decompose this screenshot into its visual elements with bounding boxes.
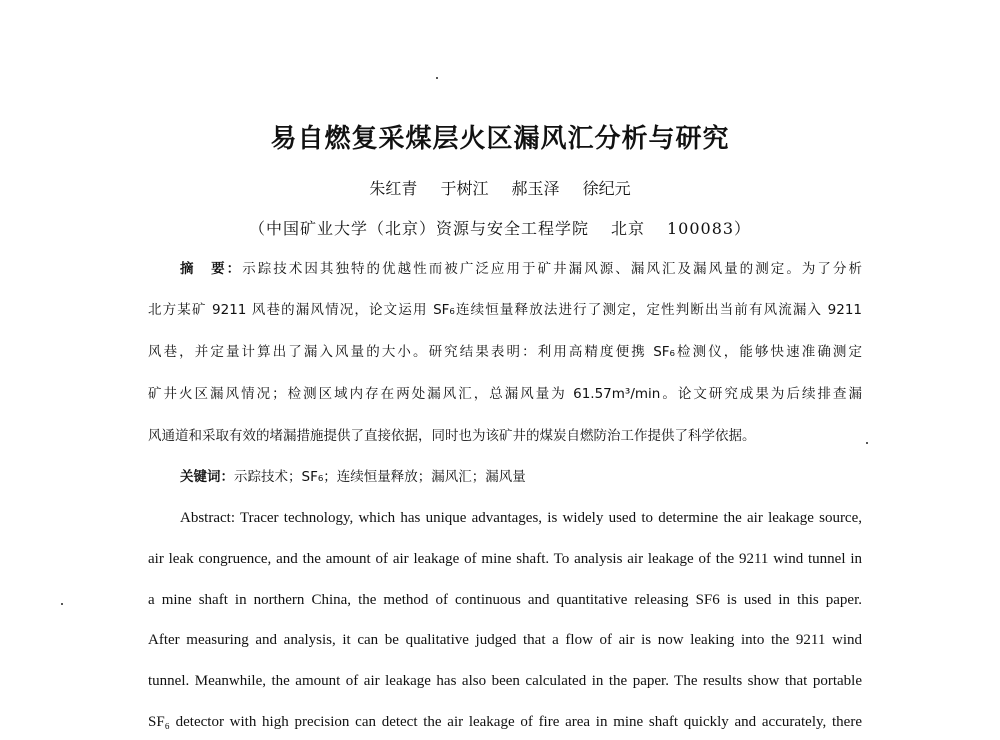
author-name: 朱红青 <box>369 179 418 198</box>
abstract-en-line: a mine shaft in northern China, the method of continuous and quantitative releasing SF6 is used in this paper. <box>148 592 862 608</box>
keywords-label: 关键词： <box>180 469 234 485</box>
abstract-cn-line: 风通道和采取有效的堵漏措施提供了直接依据，同时也为该矿井的煤炭自燃防治工作提供了科学依据。 <box>148 428 756 444</box>
paper-title: 易自燃复采煤层火区漏风汇分析与研究 <box>270 124 730 154</box>
author-name: 于树江 <box>440 179 489 198</box>
abstract-en-line: air leak congruence, and the amount of air leakage of mine shaft. To analysis air leakage of the 9211 wind tunnel in <box>148 551 862 567</box>
scan-speck <box>866 442 868 444</box>
abstract-cn-line: 北方某矿 9211 风巷的漏风情况，论文运用 SF₆连续恒量释放法进行了测定，定性判断出当前有风流漏入 9211 <box>148 302 862 318</box>
scan-speck <box>436 77 438 79</box>
author-name: 郝玉泽 <box>511 179 560 198</box>
abstract-cn-label: 摘 要： <box>180 261 243 277</box>
abstract-en-line: tunnel. Meanwhile, the amount of air leakage has also been calculated in the paper. The results show that portable <box>148 673 862 689</box>
scan-speck <box>61 603 63 605</box>
abstract-en-line: SF₆ detector with high precision can detect the air leakage of fire area in mine shaft quickly and accurately, there <box>148 714 862 730</box>
keywords-text: 示踪技术；SF₆；连续恒量释放；漏风汇；漏风量 <box>234 469 526 485</box>
abstract-en-line: Abstract: Tracer technology, which has unique advantages, is widely used to determine the air leakage source, <box>180 510 862 526</box>
abstract-cn-line <box>180 256 862 282</box>
affiliation-institution: （中国矿业大学（北京）资源与安全工程学院 <box>248 219 589 238</box>
keywords <box>180 464 526 490</box>
abstract-en-line: After measuring and analysis, it can be qualitative judged that a flow of air is now leaking into the 9211 wind <box>148 632 862 648</box>
author-name: 徐纪元 <box>582 179 631 198</box>
affiliation-city: 北京 <box>610 219 645 238</box>
abstract-cn-line: 风巷，并定量计算出了漏入风量的大小。研究结果表明：利用高精度便携 SF₆检测仪，能够快速准确测定 <box>148 344 862 360</box>
abstract-cn-line: 矿井火区漏风情况；检测区域内存在两处漏风汇，总漏风量为 61.57m³/min。论文研究成果为后续排查漏 <box>148 386 862 402</box>
abstract-cn-text: 示踪技术因其独特的优越性而被广泛应用于矿井漏风源、漏风汇及漏风量的测定。为了分析 <box>242 261 862 277</box>
affiliation-postcode: 100083） <box>666 219 752 238</box>
author-list <box>0 176 1000 199</box>
affiliation <box>0 216 1000 239</box>
